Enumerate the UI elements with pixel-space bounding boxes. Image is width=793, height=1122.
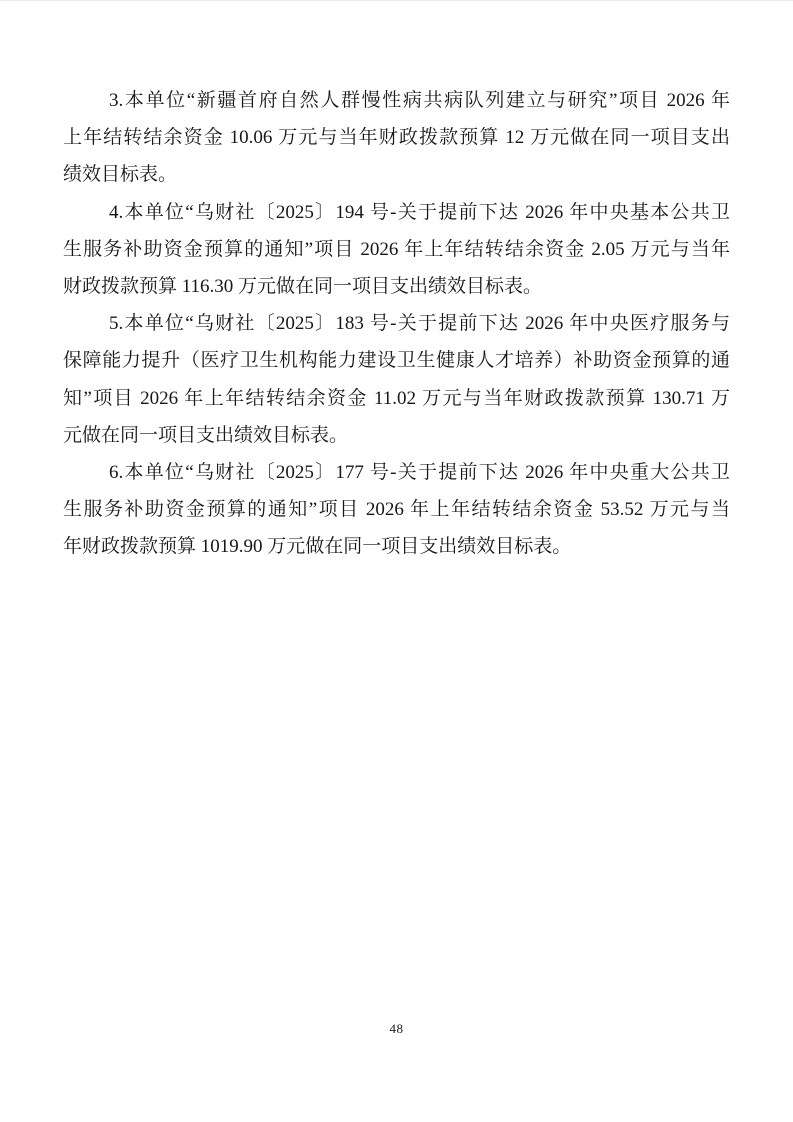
paragraph-line: 知”项目 2026 年上年结转结余资金 11.02 万元与当年财政拨款预算 130.71 万 xyxy=(63,387,730,409)
paragraph-6 xyxy=(63,454,730,566)
document-body xyxy=(63,82,730,566)
paragraph-line: 生服务补助资金预算的通知”项目 2026 年上年结转结余资金 2.05 万元与当年 xyxy=(63,238,730,260)
page-number: 48 xyxy=(389,1021,404,1036)
paragraph-line: 3.本单位“新疆首府自然人群慢性病共病队列建立与研究”项目 2026 年 xyxy=(109,90,730,111)
paragraph-line: 财政拨款预算 116.30 万元做在同一项目支出绩效目标表。 xyxy=(63,276,543,298)
paragraph-line: 生服务补助资金预算的通知”项目 2026 年上年结转结余资金 53.52 万元与当 xyxy=(63,499,730,521)
paragraph-line: 6.本单位“乌财社〔2025〕177 号-关于提前下达 2026 年中央重大公共卫 xyxy=(109,462,730,484)
paragraph-line: 上年结转结余资金 10.06 万元与当年财政拨款预算 12 万元做在同一项目支出 xyxy=(63,127,730,149)
paragraph-3 xyxy=(63,82,730,194)
paragraph-4 xyxy=(63,194,730,306)
paragraph-line: 绩效目标表。 xyxy=(63,164,178,186)
paragraph-line: 5.本单位“乌财社〔2025〕183 号-关于提前下达 2026 年中央医疗服务与 xyxy=(109,313,730,335)
paragraph-line: 元做在同一项目支出绩效目标表。 xyxy=(63,424,349,446)
paragraph-line: 年财政拨款预算 1019.90 万元做在同一项目支出绩效目标表。 xyxy=(63,536,572,558)
paragraph-5 xyxy=(63,305,730,454)
paragraph-line: 保障能力提升（医疗卫生机构能力建设卫生健康人才培养）补助资金预算的通 xyxy=(63,350,730,372)
paragraph-line: 4.本单位“乌财社〔2025〕194 号-关于提前下达 2026 年中央基本公共卫 xyxy=(109,201,730,223)
